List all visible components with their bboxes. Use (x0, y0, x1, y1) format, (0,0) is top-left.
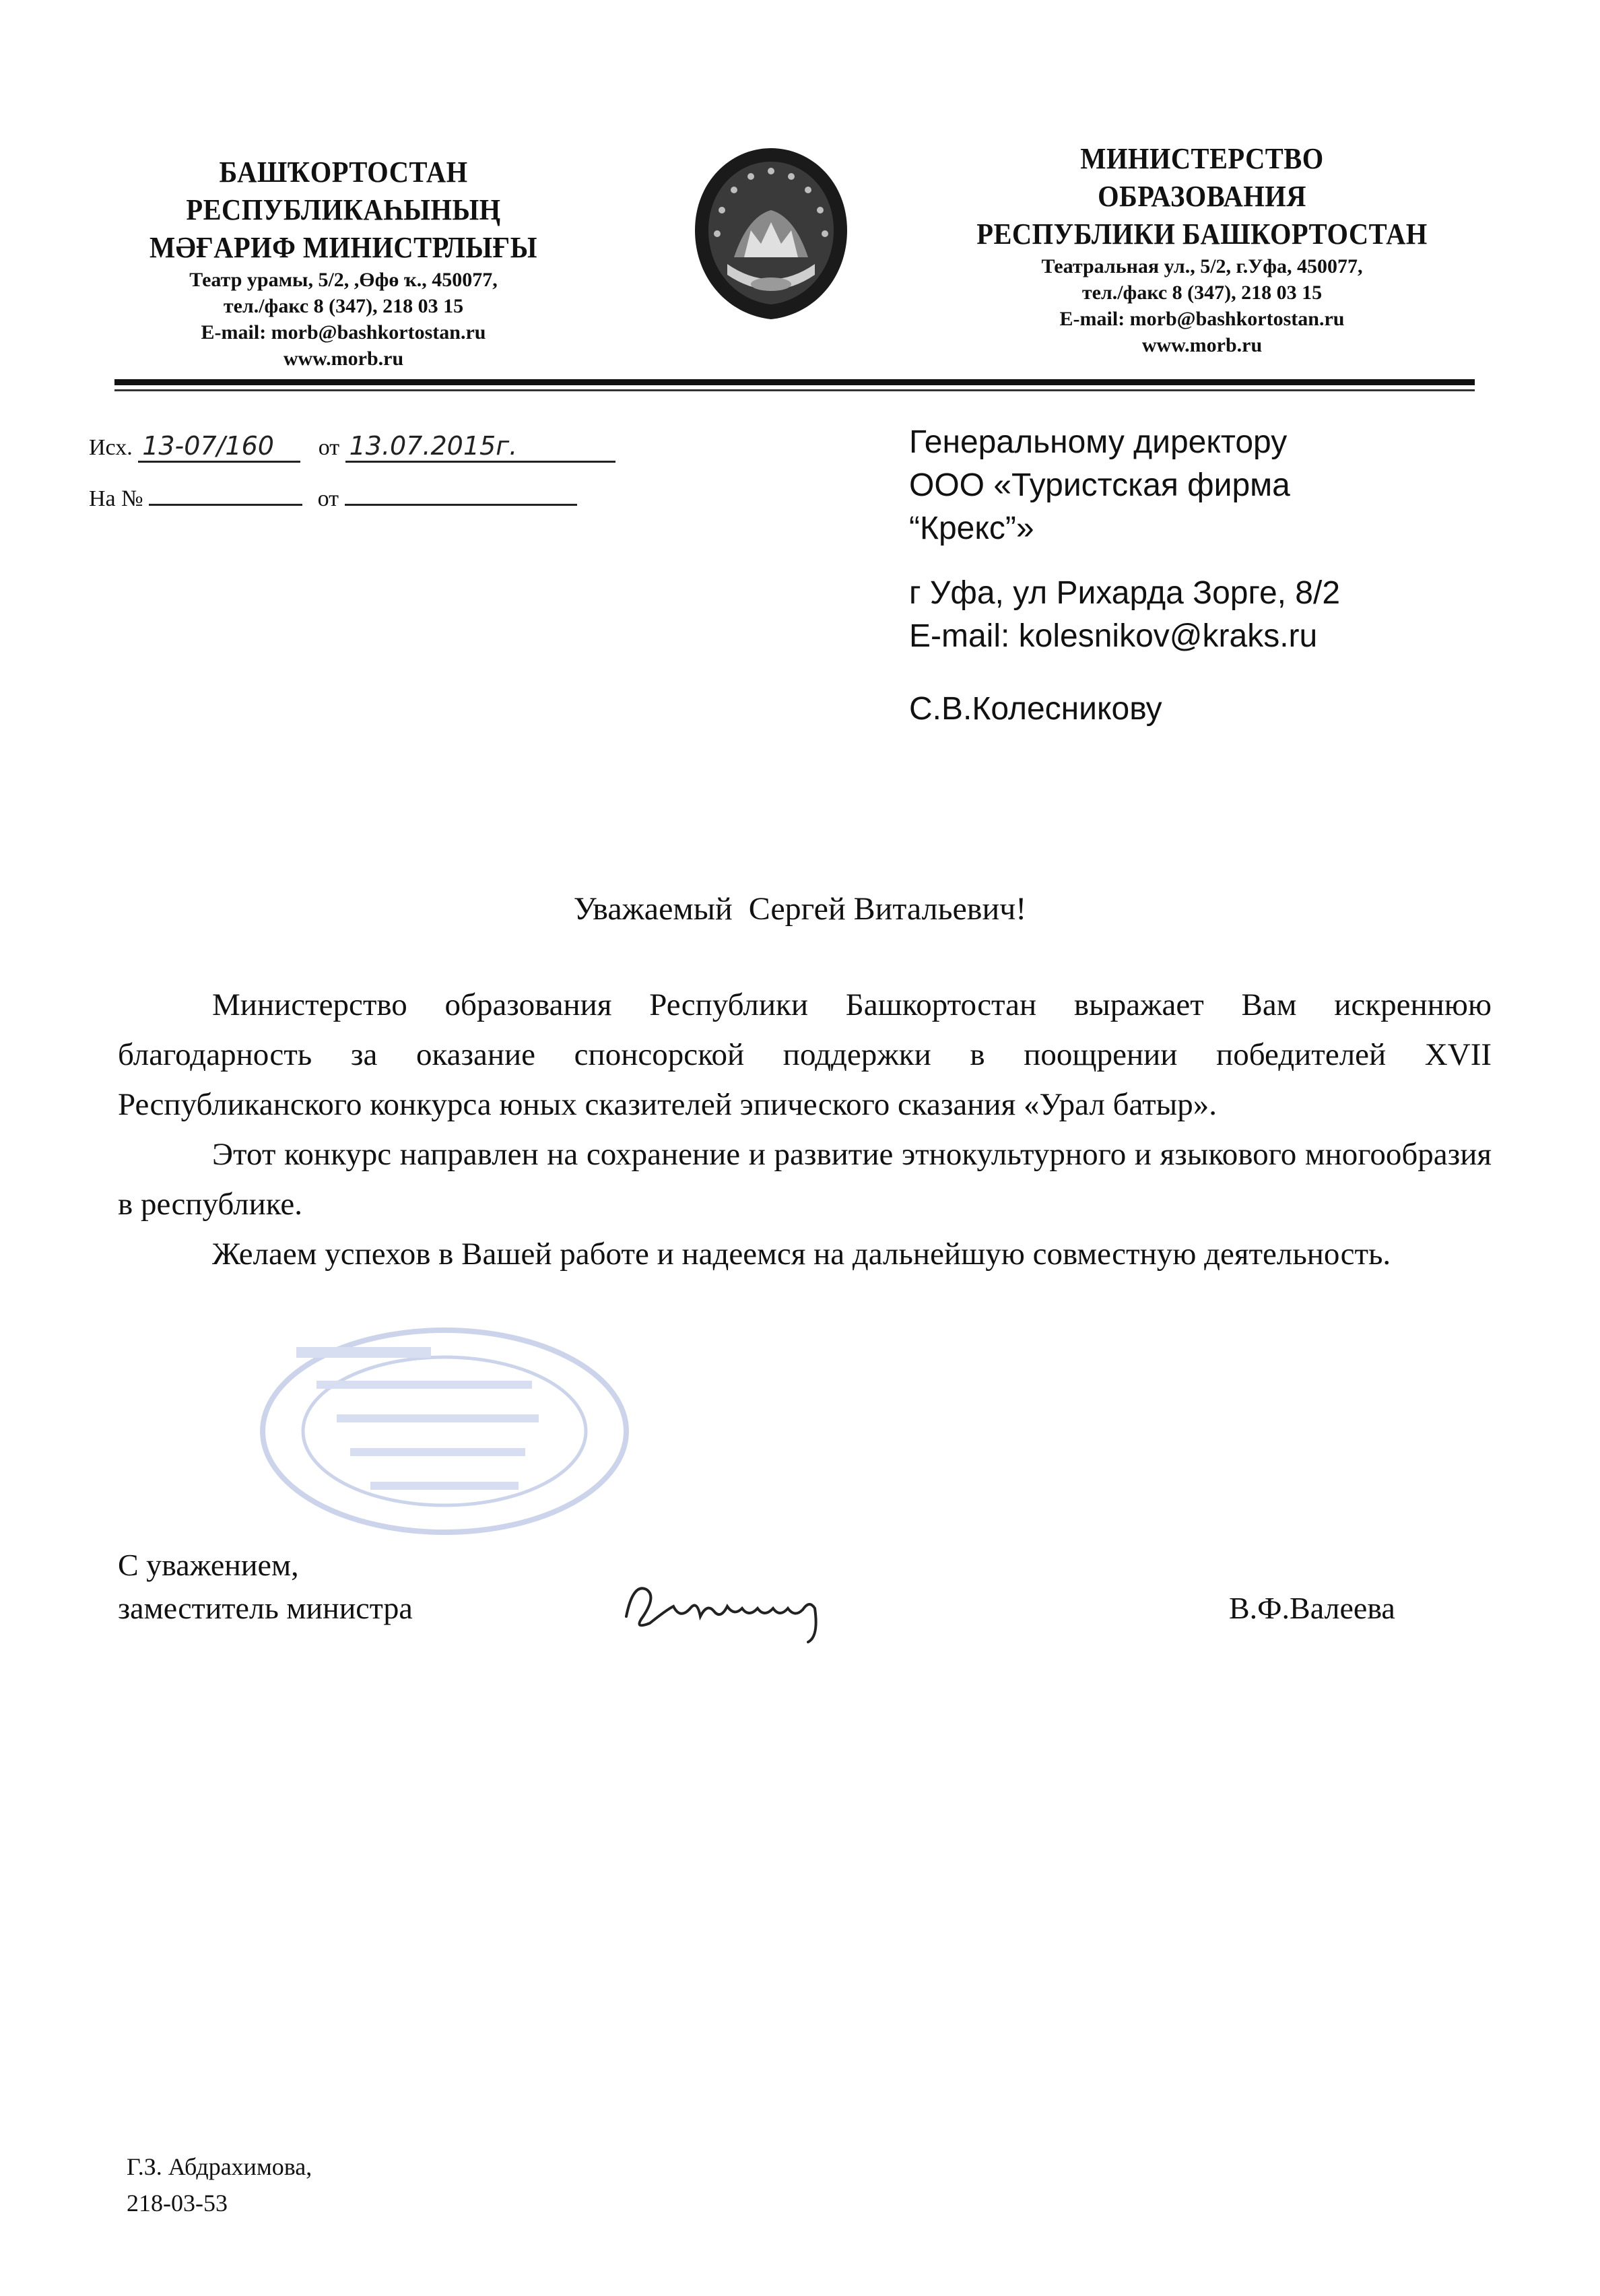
header-right-line1: МИНИСТЕРСТВО (1080, 142, 1324, 175)
outgoing-ref (89, 431, 615, 463)
header-right-line3: РЕСПУБЛИКИ БАШКОРТОСТАН (976, 218, 1428, 251)
stamp-icon (256, 1320, 633, 1542)
header-right-address: Театральная ул., 5/2, г.Уфа, 450077, (1041, 255, 1363, 277)
header-left-line2: РЕСПУБЛИКАҺЫНЫҢ (186, 193, 501, 226)
reply-ref-label: На № (89, 486, 143, 511)
executor-block (127, 2149, 312, 2221)
header-right-phone: тел./факс 8 (347), 218 03 15 (1081, 282, 1323, 304)
header-right-site: www.morb.ru (1141, 334, 1263, 356)
outgoing-date-value: 13.07.2015г. (345, 431, 615, 463)
header-left-phone: тел./факс 8 (347), 218 03 15 (223, 295, 464, 317)
handwritten-signature-icon (620, 1569, 855, 1643)
executor-name: Г.З. Абдрахимова, (127, 2153, 312, 2180)
outgoing-ref-value: 13-07/160 (138, 431, 300, 463)
recipient-line1: Генеральному директору (909, 424, 1288, 460)
header-divider-thin (114, 389, 1475, 391)
header-left-line1: БАШҠОРТОСТАН (219, 156, 468, 189)
header-left-address: Театр урамы, 5/2, ,Өфө ҡ., 450077, (189, 269, 498, 291)
recipient-name: С.В.Колесникову (909, 691, 1162, 727)
reply-date-blank (345, 480, 577, 506)
recipient-address: г Уфа, ул Рихарда Зорге, 8/2 (909, 575, 1341, 611)
body-paragraph-3: Желаем успехов в Вашей работе и надеемся на дальнейшую совместную деятельность. (212, 1237, 1391, 1272)
recipient-block (909, 421, 1340, 731)
salutation: Уважаемый Сергей Витальевич! (573, 891, 1027, 927)
reply-ref-blank (149, 480, 302, 506)
header-left-email: E-mail: morb@bashkortostan.ru (201, 321, 486, 343)
reply-ref (89, 480, 577, 514)
outgoing-date-label: от (318, 435, 340, 460)
signer-name: В.Ф.Валеева (1229, 1591, 1395, 1625)
body-paragraph-2: Этот конкурс направлен на сохранение и развитие этнокультурного и языкового многообразия в республике. (118, 1137, 1492, 1222)
header-right-line2: ОБРАЗОВАНИЯ (1098, 180, 1306, 213)
reply-date-label: от (317, 486, 339, 511)
body-paragraph-1: Министерство образования Республики Башкортостан выражает Вам искреннюю благодарность за оказание спонсорской поддержки в поощрении победителей XVII Республиканского конкурса юных сказителей эпического сказания «Урал батыр». (118, 987, 1492, 1122)
header-left-site: www.morb.ru (283, 348, 404, 370)
header-divider (114, 379, 1475, 385)
recipient-email: E-mail: kolesnikov@kraks.ru (909, 618, 1318, 654)
header-left-line3: МӘҒАРИФ МИНИСТРЛЫҒЫ (149, 231, 537, 264)
letter-body (118, 980, 1492, 1279)
bashkortostan-emblem-icon (687, 143, 855, 325)
outgoing-ref-label: Исх. (89, 435, 133, 460)
recipient-line2: ООО «Туристская фирма (909, 467, 1290, 503)
signature-block (118, 1544, 413, 1630)
header-left (74, 154, 613, 372)
header-right (933, 140, 1471, 358)
header-right-email: E-mail: morb@bashkortostan.ru (1059, 308, 1345, 330)
recipient-line3: “Крекс”» (909, 511, 1034, 546)
executor-phone: 218-03-53 (127, 2190, 228, 2217)
signer-position: заместитель министра (118, 1591, 413, 1625)
closing: С уважением, (118, 1548, 299, 1582)
